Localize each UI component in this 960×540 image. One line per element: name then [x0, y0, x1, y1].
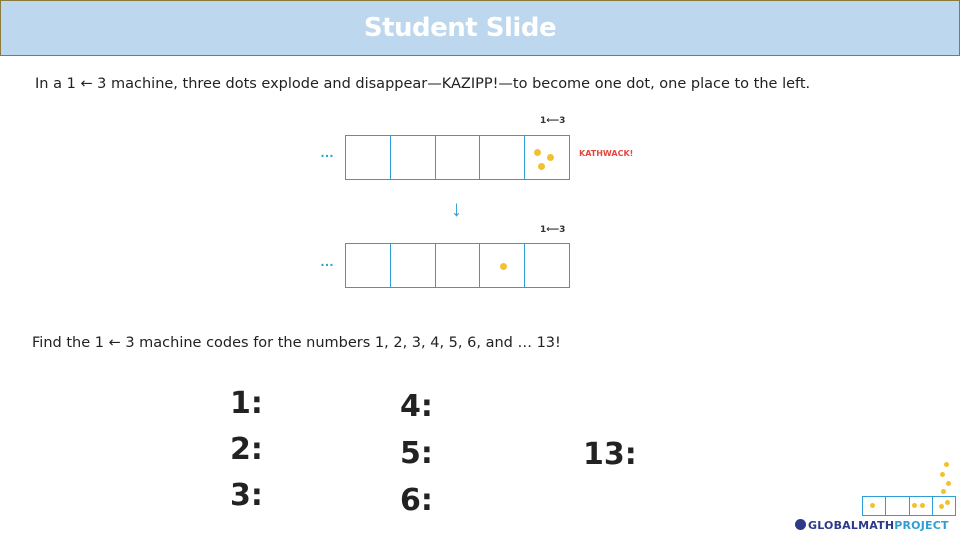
logo-dot — [945, 500, 950, 505]
down-arrow-icon: ↓ — [451, 196, 462, 221]
machine-cell-ones — [525, 244, 569, 287]
answer-label-13: 13: — [583, 437, 637, 472]
answer-label-3: 3: — [230, 478, 263, 513]
dot — [547, 154, 554, 161]
logo-dot — [941, 489, 946, 494]
machine-cell — [346, 244, 391, 287]
machine-after — [345, 243, 570, 288]
machine-rule-label-top: 1⟵3 — [540, 116, 566, 126]
machine-cell-threes — [480, 244, 525, 287]
slide-header — [0, 0, 960, 56]
machine-cell — [480, 136, 525, 179]
logo-cell — [886, 497, 909, 515]
machine-cell — [436, 136, 481, 179]
logo-machine-icon — [862, 496, 956, 516]
machine-cell — [391, 244, 436, 287]
explosion-label: KATHWACK! — [579, 149, 634, 158]
answer-label-2: 2: — [230, 432, 263, 467]
ellipsis-top: … — [320, 144, 335, 160]
slide-title: Student Slide — [363, 13, 557, 43]
logo-dot — [870, 503, 875, 508]
dot — [500, 263, 507, 270]
logo-text-global: GLOBAL — [808, 519, 859, 532]
ellipsis-bottom: … — [320, 253, 335, 269]
logo-text-math: MATH — [858, 519, 895, 532]
logo-cell — [910, 497, 933, 515]
logo-dot — [912, 503, 917, 508]
machine-rule-label-bottom: 1⟵3 — [540, 225, 566, 235]
logo — [808, 519, 949, 532]
answer-label-1: 1: — [230, 386, 263, 421]
globe-icon — [795, 519, 806, 530]
answer-label-4: 4: — [400, 389, 433, 424]
logo-dot — [920, 503, 925, 508]
answer-label-6: 6: — [400, 483, 433, 518]
dot — [538, 163, 545, 170]
dot — [534, 149, 541, 156]
logo-dot — [946, 481, 951, 486]
machine-cell — [436, 244, 481, 287]
task-text: Find the 1 ← 3 machine codes for the numbers 1, 2, 3, 4, 5, 6, and … 13! — [32, 335, 561, 351]
logo-text-project: PROJECT — [894, 519, 949, 532]
machine-cell-ones — [525, 136, 569, 179]
logo-dot — [939, 504, 944, 509]
logo-cell — [863, 497, 886, 515]
logo-cell — [933, 497, 955, 515]
machine-cell — [346, 136, 391, 179]
intro-text: In a 1 ← 3 machine, three dots explode and disappear—KAZIPP!—to become one dot, one place to the left. — [35, 76, 811, 92]
logo-dot — [944, 462, 949, 467]
machine-before — [345, 135, 570, 180]
logo-dot — [940, 472, 945, 477]
answer-label-5: 5: — [400, 436, 433, 471]
machine-cell — [391, 136, 436, 179]
